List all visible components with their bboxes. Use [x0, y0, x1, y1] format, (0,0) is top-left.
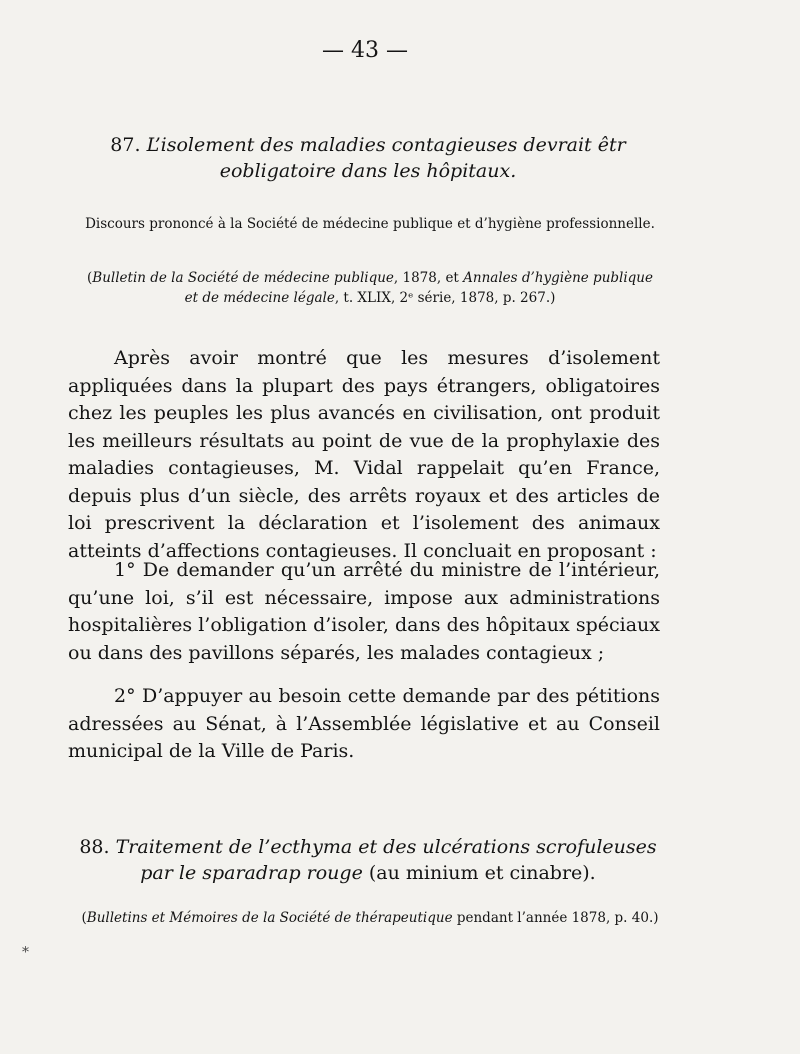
entry-88-title-plain: (au minium et cinabre). — [362, 862, 596, 884]
paragraph-3: 2° D’appuyer au besoin cette demande par des pétitions adressées au Sénat, à l’Assemblée législative et au Conseil municipal de la Ville de Paris. — [68, 685, 660, 762]
entry-87-title — [68, 132, 668, 184]
citation-journal-2: Annales d’hygiène publique et de médecine légale — [184, 270, 653, 306]
entry-87-citation: (Bulletin de la Société de médecine publique, 1878, et Annales d’hygiène publique et de médecine légale, t. XLIX, 2ᵉ série, 1878, p. 267.) — [87, 270, 653, 306]
entry-88-number: 88. — [79, 836, 110, 858]
entry-88-title — [68, 834, 668, 886]
margin-mark: ⁎ — [22, 940, 29, 956]
citation-journal-88: Bulletins et Mémoires de la Société de thérapeutique — [86, 910, 453, 926]
paragraph-2: 1° De demander qu’un arrêté du ministre de l’intérieur, qu’une loi, s’il est nécessaire, impose aux administrations hospitalières l’obligation d’isoler, dans des hôpitaux spéciaux ou dans des pavillons séparés, les malades contagieux ; — [68, 559, 660, 664]
entry-87-title-text: L’isolement des maladies contagieuses devrait êtr eobligatoire dans les hôpitaux. — [146, 134, 626, 182]
entry-87-subtitle: Discours prononcé à la Société de médecine publique et d’hygiène professionnelle. — [85, 216, 655, 232]
paragraph-1: Après avoir montré que les mesures d’isolement appliquées dans la plupart des pays étrangers, obligatoires chez les peuples les plus avancés en civilisation, ont produit les meilleurs résultats au point de vue de la prophylaxie des maladies contagieuses, M. Vidal rappelait qu’en France, depuis plus d’un siècle, des arrêts royaux et des articles de loi prescrivent la déclaration et l’isolement des animaux atteints d’affections contagieuses. Il concluait en proposant : — [68, 347, 660, 562]
citation-journal-1: Bulletin de la Société de médecine publique — [92, 270, 394, 286]
entry-88-title-italic: Traitement de l’ecthyma et des ulcérations scrofuleuses par le sparadrap rouge — [115, 836, 657, 884]
entry-87-number: 87. — [110, 134, 141, 156]
page-number: — 43 — — [322, 38, 408, 63]
entry-88-citation: (Bulletins et Mémoires de la Société de thérapeutique pendant l’année 1878, p. 40.) — [81, 910, 659, 926]
